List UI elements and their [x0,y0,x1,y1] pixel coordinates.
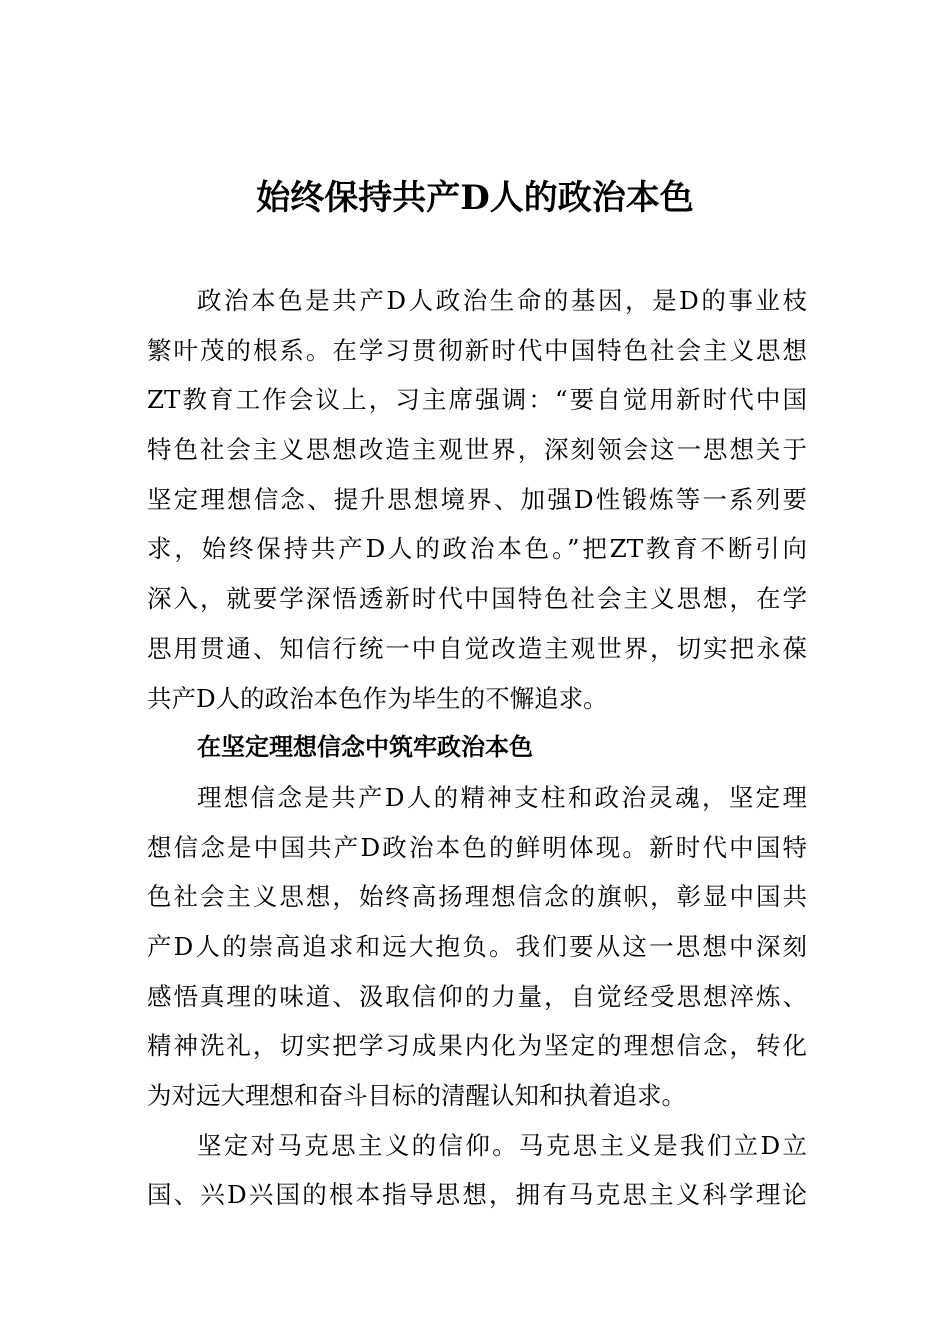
paragraph-line: ZT教育工作会议上，习主席强调：“要自觉用新时代中国 [147,385,807,415]
paragraph-line: 繁叶茂的根系。在学习贯彻新时代中国特色社会主义思想 [147,335,807,365]
paragraph-line: 坚定对马克思主义的信仰。马克思主义是我们立D立 [197,1130,807,1160]
paragraph-line: 感悟真理的味道、汲取信仰的力量，自觉经受思想淬炼、 [147,981,807,1011]
paragraph-line: 坚定理想信念、提升思想境界、加强D性锻炼等一系列要 [147,484,807,514]
paragraph-line: 思用贯通、知信行统一中自觉改造主观世界，切实把永葆 [147,633,807,663]
paragraph-line: 特色社会主义思想改造主观世界，深刻领会这一思想关于 [147,435,807,465]
paragraph-line: 共产D人的政治本色作为毕生的不懈追求。 [147,683,608,713]
paragraph-line: 色社会主义思想，始终高扬理想信念的旗帜，彰显中国共 [147,882,807,912]
paragraph-line: 精神洗礼，切实把学习成果内化为坚定的理想信念，转化 [147,1031,807,1061]
paragraph-line: 求，始终保持共产D人的政治本色。”把ZT教育不断引向 [147,534,807,564]
document-body [147,276,807,1220]
paragraph-line: 理想信念是共产D人的精神支柱和政治灵魂，坚定理 [197,782,807,812]
paragraph-line: 想信念是中国共产D政治本色的鲜明体现。新时代中国特 [147,832,807,862]
paragraph-line: 深入，就要学深悟透新时代中国特色社会主义思想，在学 [147,584,807,614]
paragraph-line: 政治本色是共产D人政治生命的基因，是D的事业枝 [197,286,807,315]
section-heading: 在坚定理想信念中筑牢政治本色 [197,733,533,762]
paragraph-line: 产D人的崇高追求和远大抱负。我们要从这一思想中深刻 [147,931,807,961]
document-title: 始终保持共产D人的政治本色 [256,178,694,218]
paragraph-line: 为对远大理想和奋斗目标的清醒认知和执着追求。 [147,1081,686,1110]
paragraph-line: 国、兴D兴国的根本指导思想，拥有马克思主义科学理论 [147,1180,807,1210]
